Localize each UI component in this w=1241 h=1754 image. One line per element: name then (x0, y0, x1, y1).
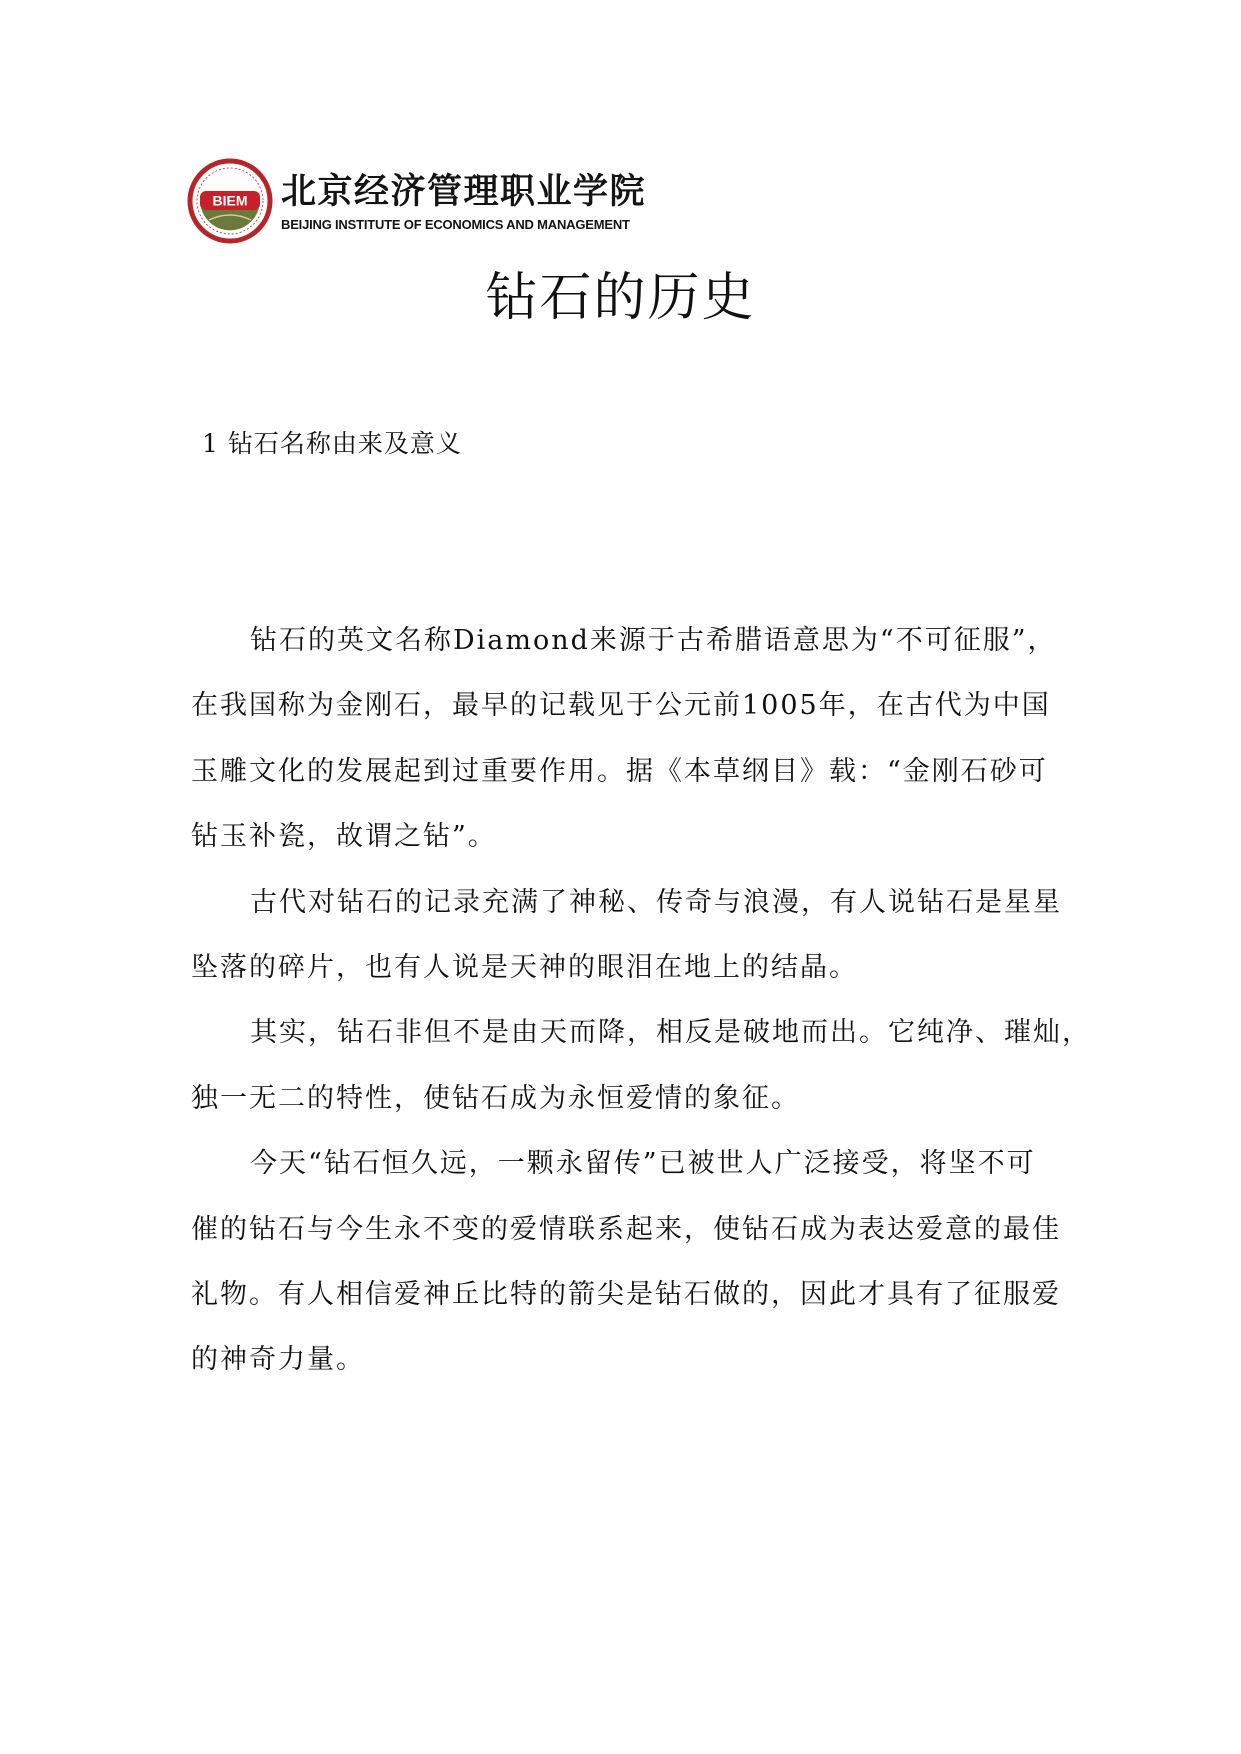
school-logo (187, 158, 273, 244)
paragraph-line: 其实，钻石非但不是由天而降，相反是破地而出。它纯净、璀灿， (250, 1017, 1091, 1049)
paragraph-line: 在我国称为金刚石，最早的记载见于公元前1005年，在古代为中国 (191, 690, 1051, 722)
paragraph (191, 608, 1091, 870)
school-name-english: BEIJING INSTITUTE OF ECONOMICS AND MANAGEMENT (281, 217, 630, 232)
logo-text: BIEM (212, 192, 248, 209)
paragraph-line: 钻石的英文名称Diamond来源于古希腊语意思为“不可征服”， (250, 625, 1057, 656)
paragraph-line: 独一无二的特性，使钻石成为永恒爱情的象征。 (191, 1082, 800, 1114)
section-heading: 1 钻石名称由来及意义 (202, 429, 462, 458)
paragraph-line: 玉雕文化的发展起到过重要作用。据《本草纲目》载：“金刚石砂可 (191, 755, 1048, 787)
school-name-chinese: 北京经济管理职业学院 (281, 171, 647, 212)
paragraph (191, 1131, 1091, 1393)
document-title: 钻石的历史 (485, 268, 756, 328)
paragraph-line: 礼物。有人相信爱神丘比特的箭尖是钻石做的，因此才具有了征服爱 (191, 1278, 1061, 1310)
paragraph (191, 1000, 1091, 1131)
paragraph-line: 催的钻石与今生永不变的爱情联系起来，使钻石成为表达爱意的最佳 (191, 1213, 1061, 1245)
paragraph-line: 古代对钻石的记录充满了神秘、传奇与浪漫，有人说钻石是星星 (250, 886, 1062, 918)
paragraph-line: 钻玉补瓷，故谓之钻”。 (191, 821, 497, 853)
paragraph (191, 870, 1091, 1001)
paragraph-line: 坠落的碎片，也有人说是天神的眼泪在地上的结晶。 (191, 951, 858, 983)
paragraph-line: 的神奇力量。 (191, 1344, 365, 1376)
paragraph-line: 今天“钻石恒久远，一颗永留传”已被世人广泛接受，将坚不可 (250, 1148, 1036, 1180)
document-body (191, 608, 1091, 1393)
